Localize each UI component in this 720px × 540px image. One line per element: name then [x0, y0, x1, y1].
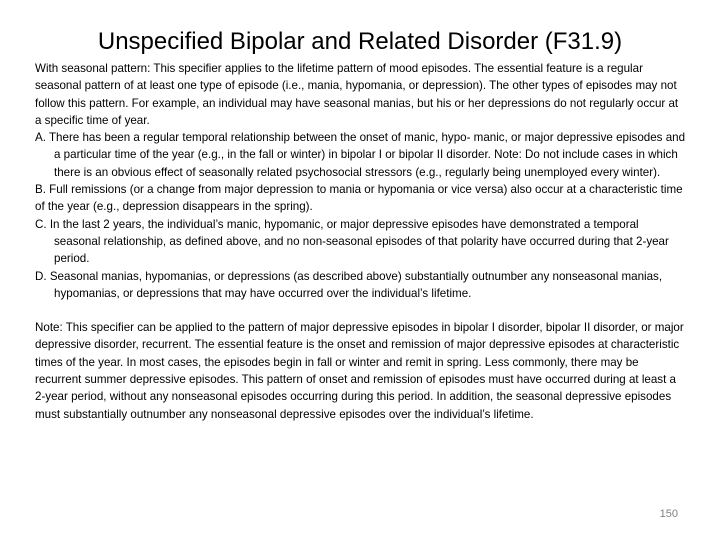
note-paragraph: Note: This specifier can be applied to the pattern of major depressive episodes in bipolar I disorder, bipolar II disorder, or major depressive disorder, recurrent. The essential feature is the onset and remission of major depressive episodes at characteristic times of the year. In most cases, the episodes begin in fall or winter and remit in spring. Less commonly, there may be recurrent summer depressive episodes. This pattern of onset and remission of episodes must have occurred during at least a 2-year period, without any nonseasonal episodes occurring during this period. In addition, the seasonal depressive episodes must substantially outnumber any nonseasonal depressive episodes over the individual’s lifetime. — [35, 321, 684, 421]
spacer — [35, 302, 687, 319]
criterion-c: C. In the last 2 years, the individual’s manic, hypomanic, or major depressive episodes have demonstrated a temporal seasonal relationship, as defined above, and no non-seasonal episodes of that polarity have occurred during that 2-year period. — [35, 217, 669, 266]
slide-body — [35, 60, 687, 423]
intro-paragraph: With seasonal pattern: This specifier applies to the lifetime pattern of mood episodes. The essential feature is a regular seasonal pattern of at least one type of episode (i.e., mania, hypomania, or depression). The other types of episodes may not follow this pattern. For example, an individual may have seasonal manias, but his or her depressions do not regularly occur at a specific time of year. — [35, 62, 679, 127]
criterion-b: B. Full remissions (or a change from major depression to mania or hypomania or vice versa) also occur at a characteristic time of the year (e.g., depression disappears in the spring). — [35, 183, 683, 214]
criterion-a: A. There has been a regular temporal relationship between the onset of manic, hypo- manic, or major depressive episodes and a particular time of the year (e.g., in the fall or winter) in bipolar I or bipolar II disorder. Note: Do not include cases in which there is an obvious effect of seasonally related psychosocial stressors (e.g., regularly being unemployed every winter). — [35, 131, 686, 179]
page-number: 150 — [659, 508, 678, 520]
criterion-d: D. Seasonal manias, hypomanias, or depressions (as described above) substantially outnumber any nonseasonal manias, hypomanias, or depressions that may have occurred over the individual’s lifetime. — [35, 269, 663, 300]
slide-title: Unspecified Bipolar and Related Disorder (F31.9) — [97, 28, 623, 55]
